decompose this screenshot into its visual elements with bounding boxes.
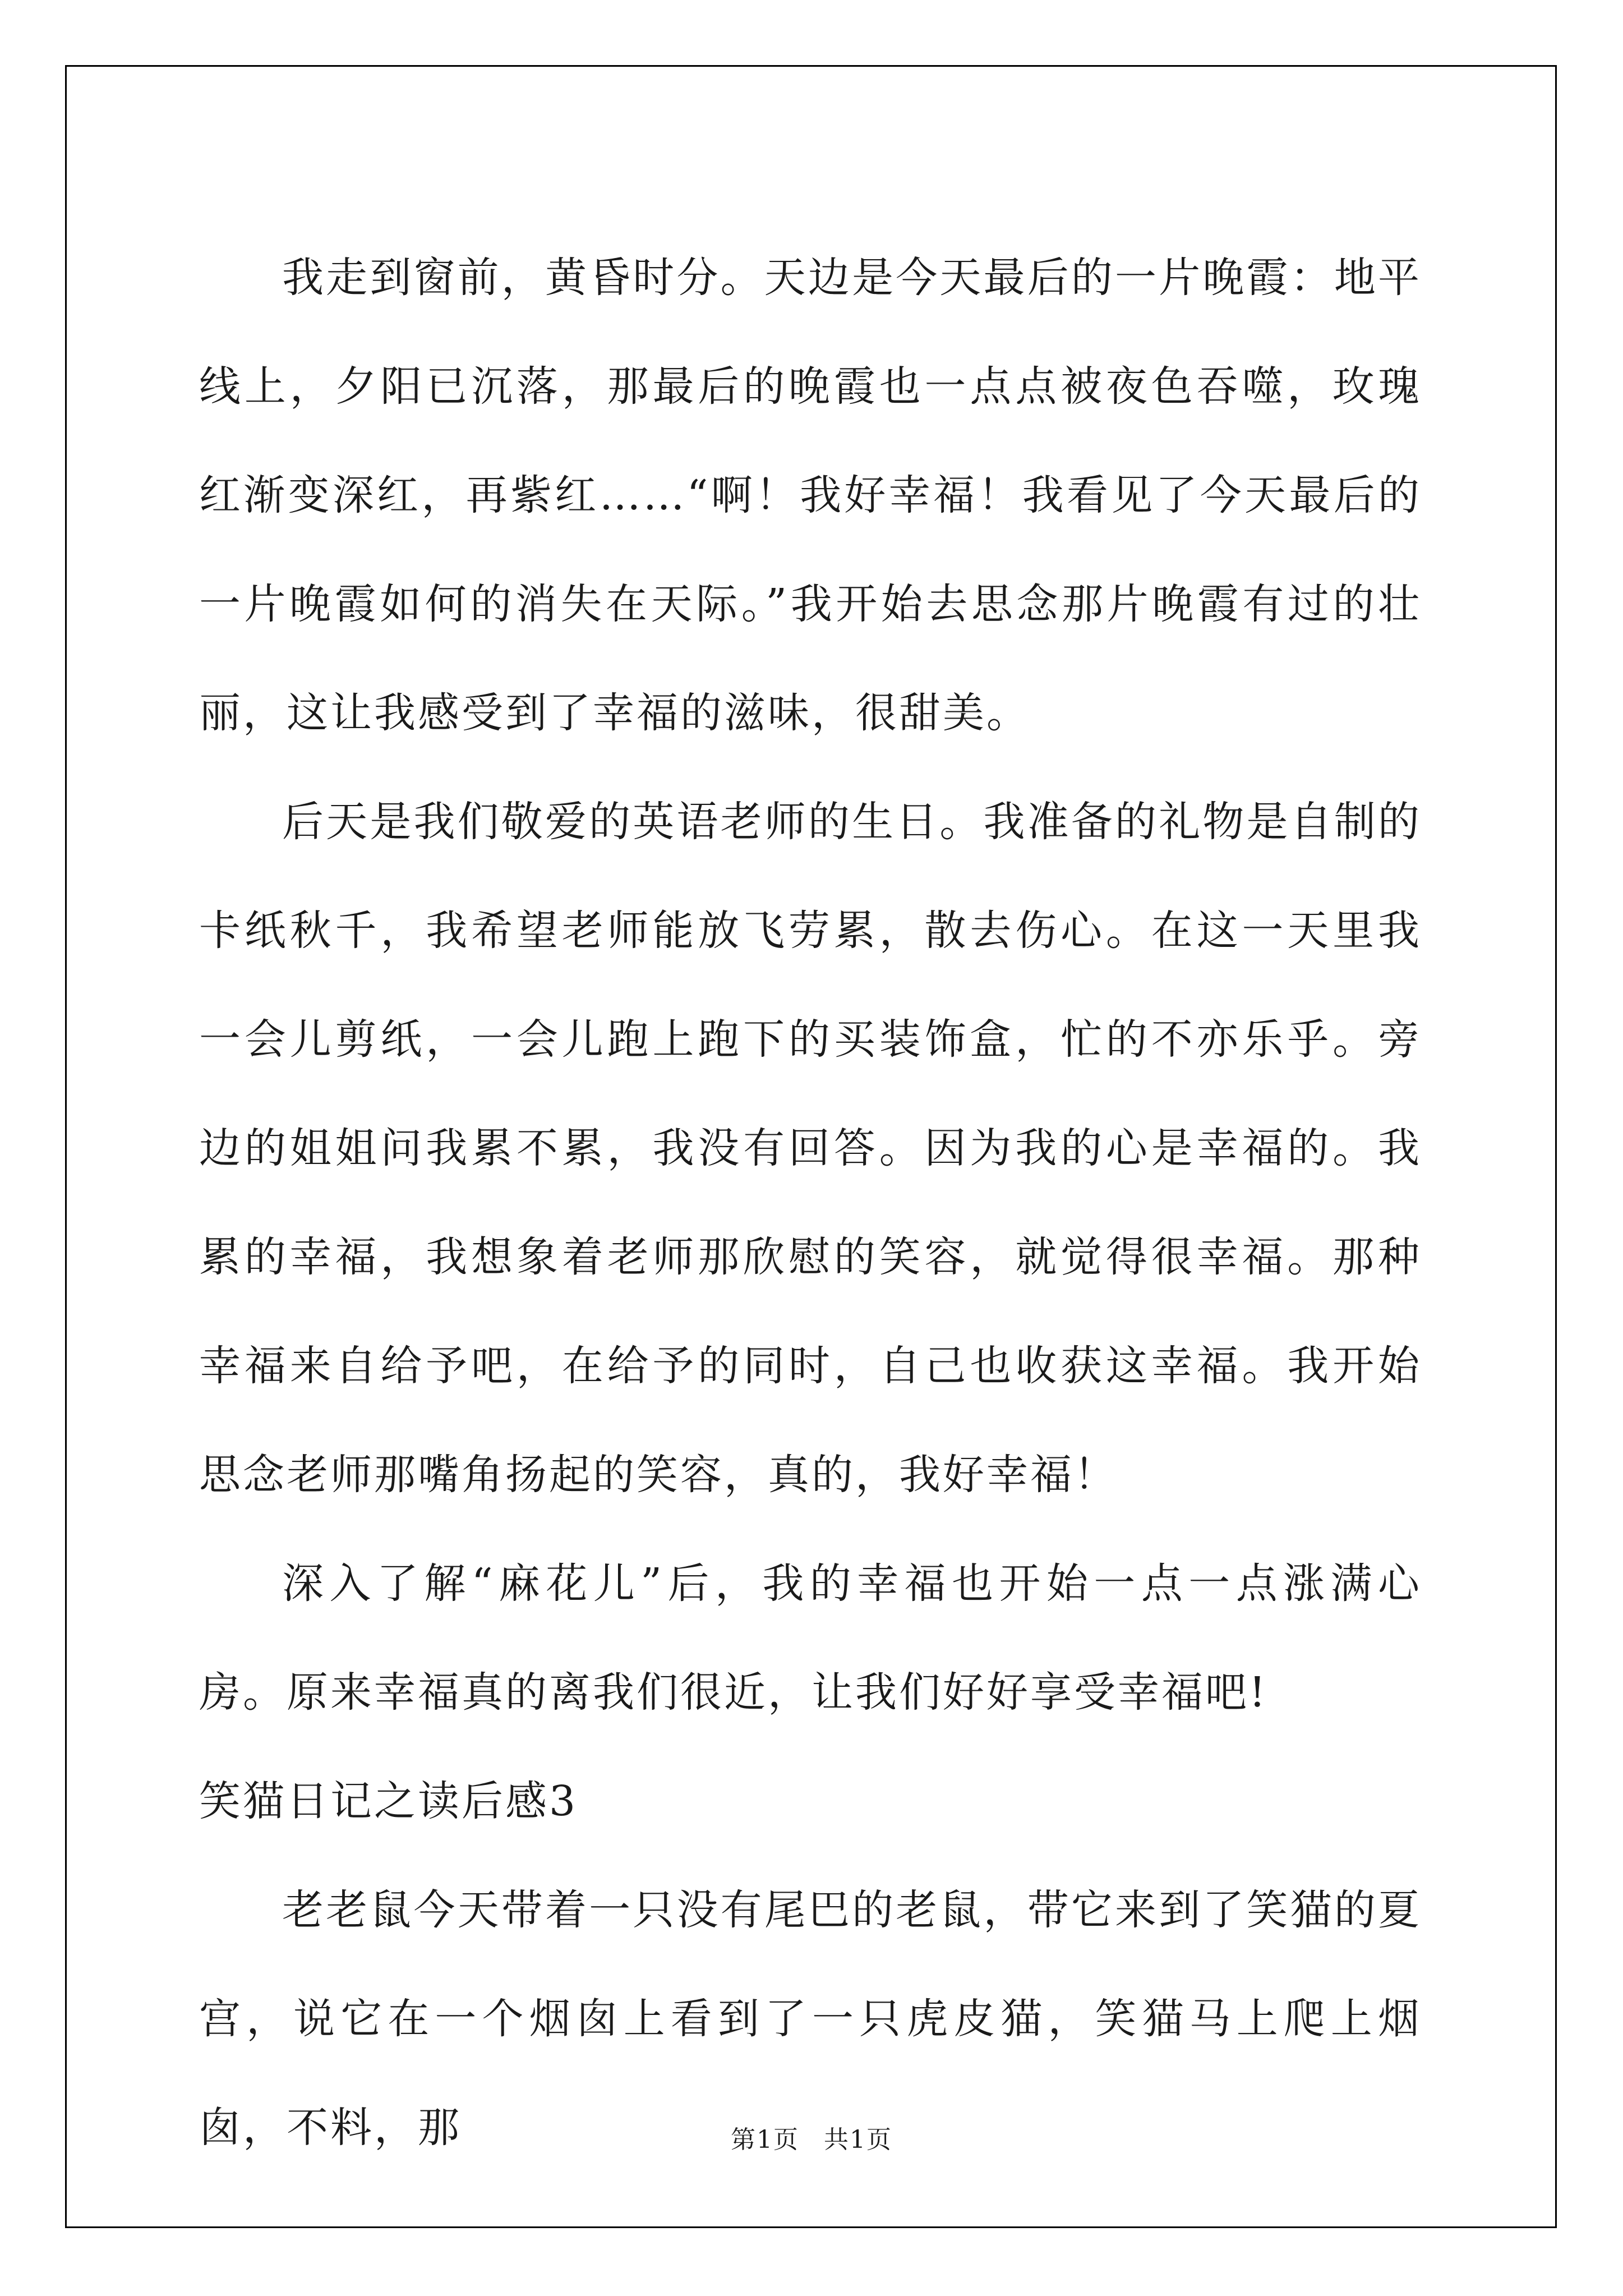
- section-heading: 笑猫日记之读后感3: [199, 1777, 578, 1825]
- paragraph-1: 我走到窗前，黄昏时分。天边是今天最后的一片晚霞：地平线上，夕阳已沉落，那最后的晚霞也一点点被夜色吞噬，玫瑰红渐变深红，再紫红……“啊！我好幸福！我看见了今天最后的一片晚霞如何的消失在天际。”我开始去思念那片晚霞有过的壮丽，这让我感受到了幸福的滋味，很甜美。: [199, 254, 1422, 737]
- page-footer: [0, 2119, 1623, 2155]
- page-total: 共1页: [824, 2125, 892, 2154]
- document-body: [199, 223, 1422, 2182]
- page-number: 第1页: [731, 2125, 799, 2154]
- paragraph-2: 后天是我们敬爱的英语老师的生日。我准备的礼物是自制的卡纸秋千，我希望老师能放飞劳累，散去伤心。在这一天里我一会儿剪纸，一会儿跑上跑下的买装饰盒，忙的不亦乐乎。旁边的姐姐问我累不累，我没有回答。因为我的心是幸福的。我累的幸福，我想象着老师那欣慰的笑容，就觉得很幸福。那种幸福来自给予吧，在给予的同时，自己也收获这幸福。我开始思念老师那嘴角扬起的笑容，真的，我好幸福！: [199, 798, 1422, 1499]
- paragraph-3: 深入了解“麻花儿”后，我的幸福也开始一点一点涨满心房。原来幸福真的离我们很近，让我们好好享受幸福吧!: [199, 1559, 1422, 1717]
- paragraph-4: 老老鼠今天带着一只没有尾巴的老鼠，带它来到了笑猫的夏宫，说它在一个烟囱上看到了一只虎皮猫，笑猫马上爬上烟囱，不料，那: [199, 1886, 1422, 2152]
